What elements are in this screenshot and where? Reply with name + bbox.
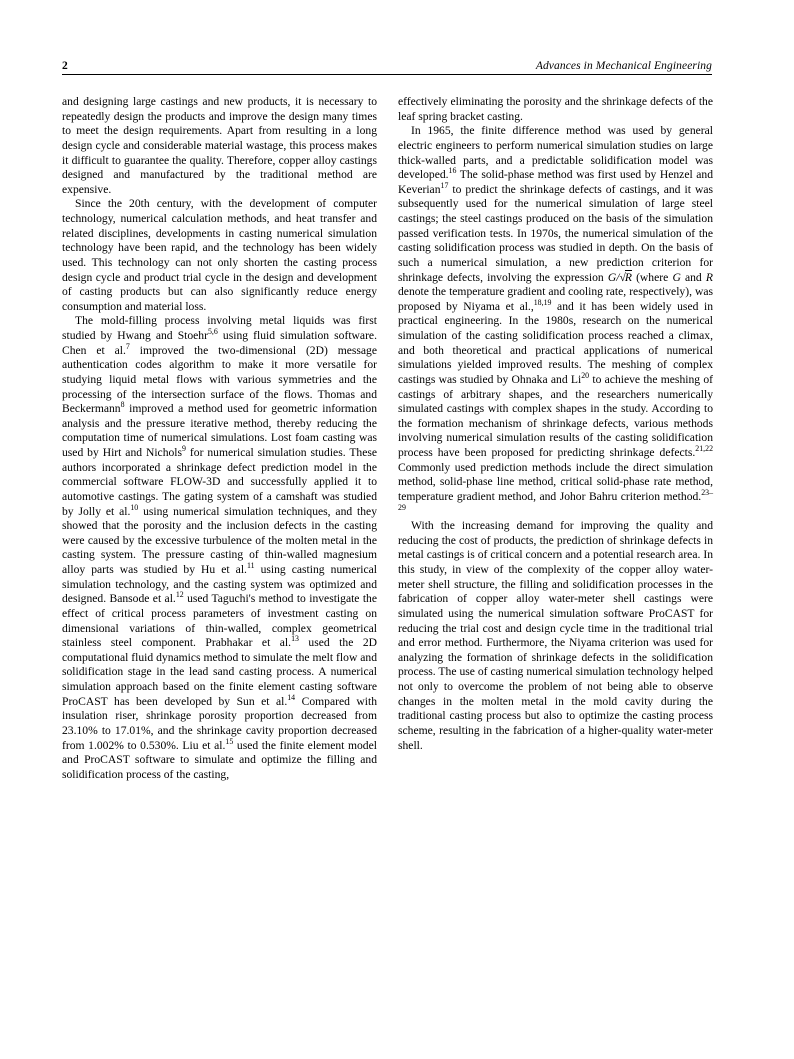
citation-superscript: 8 bbox=[120, 400, 125, 410]
paragraph: Since the 20th century, with the development of computer technology, numerical calculation methods, and heat transfer and related disciplines, developments in casting numerical simulation technology have been rapid, and the technology has been widely used. This technology can not only shorten the casting process design cycle and product trial cycle in the design and development of casting products but can also significantly reduce energy consumption and material loss. bbox=[62, 197, 377, 313]
citation-superscript: 16 bbox=[448, 166, 457, 176]
math-variable: G bbox=[672, 270, 681, 284]
citation-superscript: 13 bbox=[291, 634, 299, 644]
math-variable: R bbox=[705, 270, 713, 284]
citation-superscript: 11 bbox=[246, 561, 255, 571]
left-column bbox=[62, 95, 377, 782]
citation-superscript: 14 bbox=[287, 692, 296, 702]
running-head bbox=[62, 48, 712, 75]
citation-superscript: 12 bbox=[175, 590, 184, 600]
citation-superscript: 15 bbox=[225, 736, 234, 746]
citation-superscript: 20 bbox=[581, 371, 590, 381]
citation-superscript: 21,22 bbox=[695, 444, 713, 454]
paragraph: With the increasing demand for improving the quality and reducing the cost of products, the prediction of shrinkage defects in metal castings is of critical concern and a potential research area. In this study, in view of the complexity of the copper alloy water-meter shell structure, the filling and solidification processes in the fabrication of copper alloy water-meter shell castings were simulated using the numerical simulation software ProCAST for reducing the trial cost and design cycle time in the traditional trial and error method. Furthermore, the Niyama criterion was used for analyzing the formation of shrinkage defects in the solidification process. The use of casting numerical simulation technology helped not only to overcome the problem of not being able to observe changes in the molten metal in the mold cavity during the traditional casting process but also to optimize the casting process scheme, resulting in the fabrication of a higher-quality water-meter shell. bbox=[398, 519, 713, 752]
citation-superscript: 9 bbox=[182, 444, 186, 454]
paragraph: and designing large castings and new products, it is necessary to repeatedly design the products and improve the design many times to meet the design requirements. Apart from resulting in a long design cycle and considerable material wastage, this process makes it difficult to guarantee the quality. Therefore, copper alloy castings designed and manufactured by the traditional method are expensive. bbox=[62, 95, 377, 196]
citation-superscript: 18,19 bbox=[533, 297, 552, 307]
math-expression: G/√R bbox=[607, 270, 632, 284]
citation-superscript: 17 bbox=[440, 180, 449, 190]
journal-title: Advances in Mechanical Engineering bbox=[535, 59, 712, 72]
citation-superscript: 7 bbox=[125, 341, 130, 351]
page-number: 2 bbox=[62, 59, 68, 72]
citation-superscript: 23–29 bbox=[398, 488, 713, 512]
citation-superscript: 10 bbox=[130, 502, 139, 512]
paragraph-with-citations: In 1965, the finite difference method was used by general electric engineers to perform numerical simulation studies on large thick-walled parts, and a predictable solidification model was developed.$^{16}$ The solid-phase method was first used by Henzel and Keverian$^{17}$ to predict the shrinkage defects of castings, and it was subsequently used for the numerical simulation of large steel castings; the steel castings produced on the basis of the simulation passed verification tests. In 1970s, the numerical simulation of the casting solidification process was studied in depth. On the basis of such a numerical simulation, a new prediction criterion for shrinkage defects, involving the expression G/√R (where G and R denote the temperature gradient and cooling rate, respectively), was proposed by Niyama et al.,$^{18,19}$ and it has been widely used in practical engineering. In the 1980s, research on the numerical simulation of the casting solidification process reached a climax, and both theoretical and practical applications of numerical simulations yielded improved results. The meshing of complex castings was studied by Ohnaka and Li$^{20}$ to achieve the meshing of castings of arbitrary shapes, and the researchers numerically simulated castings with complex shapes in the study. According to the formation mechanism of shrinkage defects, various methods involving numerical simulation results of the casting solidification process have been proposed for predicting shrinkage defects.$^{21,22}$ Commonly used prediction methods include the direct simulation method, solid-phase line method, critical solid-phase rate method, temperature gradient method, and Johor Bahru criterion method.$^{23-29}$ bbox=[398, 124, 713, 512]
citation-superscript: 5,6 bbox=[207, 327, 218, 337]
right-column bbox=[398, 95, 713, 782]
body-columns bbox=[62, 95, 713, 782]
paragraph: effectively eliminating the porosity and the shrinkage defects of the leaf spring bracket casting. bbox=[398, 95, 713, 123]
paragraph-with-citations: The mold-filling process involving metal liquids was first studied by Hwang and Stoehr$^{5,6}$ using fluid simulation software. Chen et al.$^7$ improved the two-dimensional (2D) message authentication codes algorithm to make it more versatile for studying liquid metal flows with various symmetries and the processing of the intersection surface of the flows. Thomas and Beckermann$^8$ improved a method used for geometric information analysis and the pressure iterative method, thereby reducing the computation time of numerical simulations. Lost foam casting was used by Hirt and Nichols$^9$ for numerical simulation studies. These authors incorporated a shrinkage defect prediction model in the commercial software FLOW-3D and successfully applied it to automotive castings. The gating system of a camshaft was studied by Jolly et al.$^{10}$ using numerical simulation techniques, and they showed that the porosity and the inclusion defects in the casting were caused by the excessive turbulence of the molten metal in the casting system. The pressure casting of thin-walled magnesium alloy parts was studied by Hu et al.$^{11}$ using casting numerical simulation technology, and the casting system was optimized and designed. Bansode et al.$^{12}$ used Taguchi's method to investigate the effect of critical process parameters of investment casting on dimensional variations of thin-walled, complex geometrical stainless steel component. Prabhakar et al.$^{13}$ used the 2D computational fluid dynamics method to simulate the melt flow and solidification stage in the lead sand casting process. A numerical simulation approach based on the finite element casting software ProCAST has been developed by Sun et al.$^{14}$ Compared with insulation riser, shrinkage porosity proportion decreased from 23.10% to 17.01%, and the shrinkage cavity proportion decreased from 1.002% to 0.530%. Liu et al.$^{15}$ used the finite element model and ProCAST software to simulate and optimize the filling and solidification process of the casting, bbox=[62, 314, 378, 781]
